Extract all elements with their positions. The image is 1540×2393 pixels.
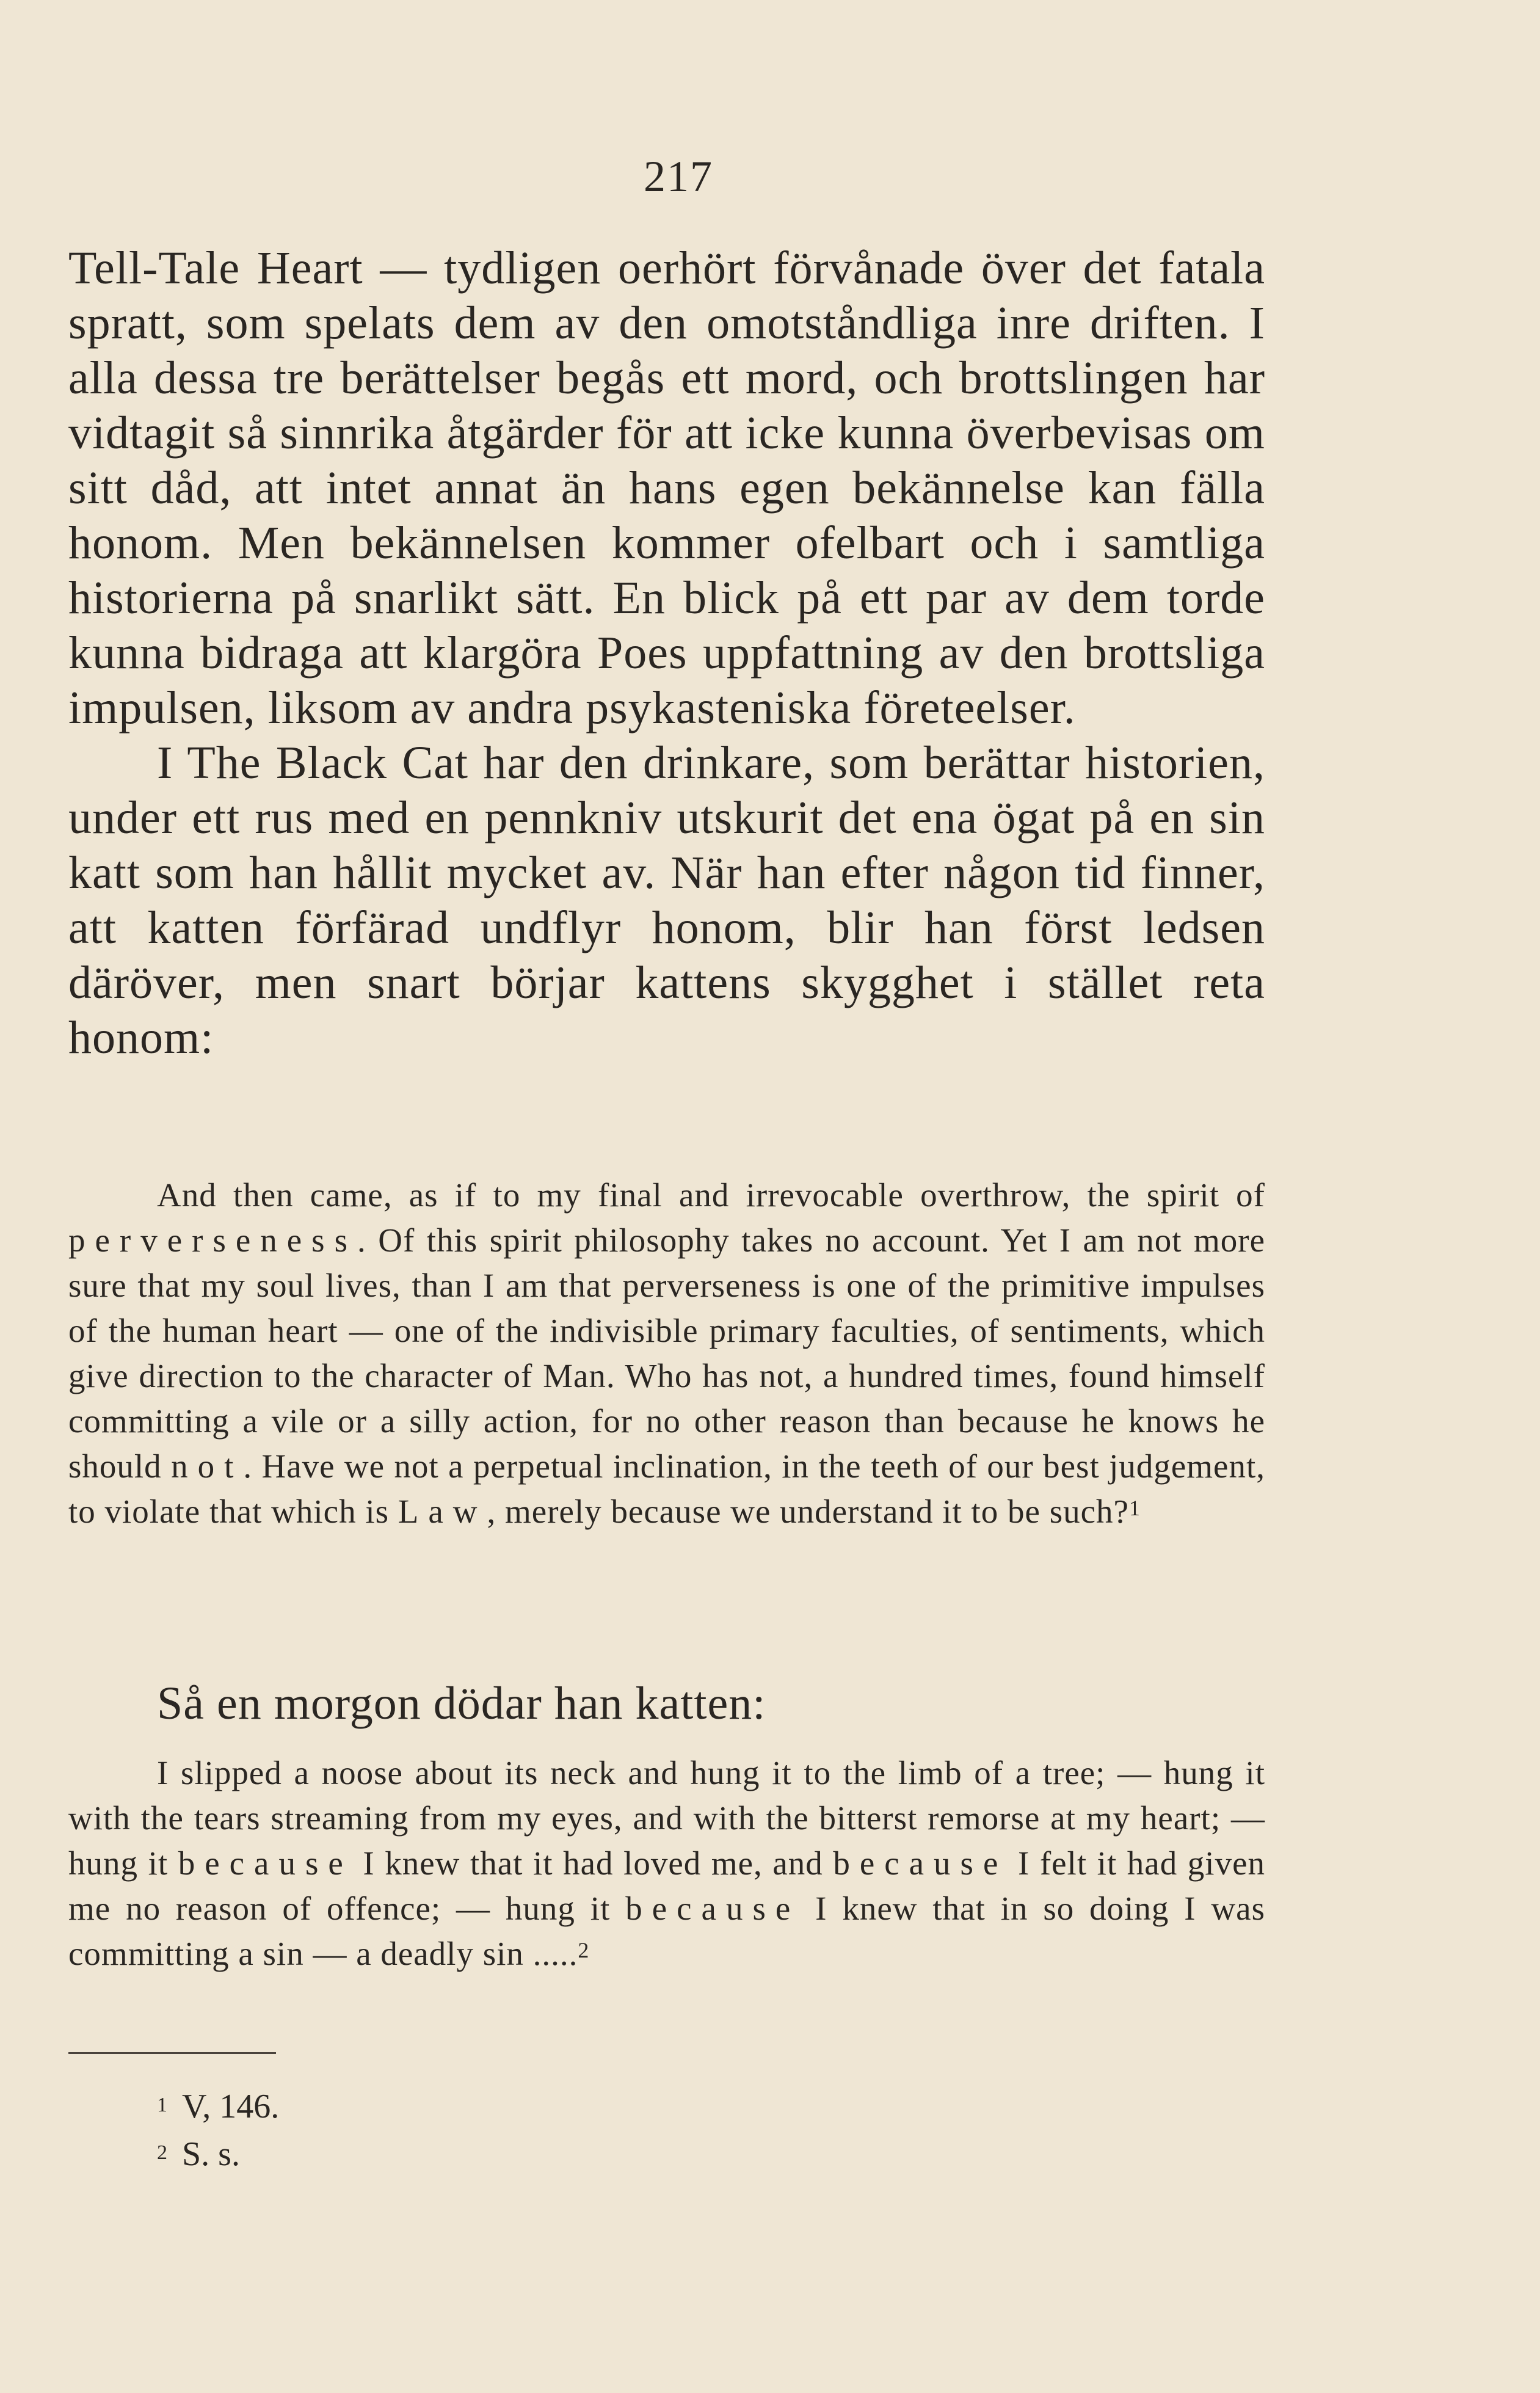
quote-paragraph [68,1750,1265,1976]
block-quote [68,1173,1265,1534]
footnote-divider [68,2052,276,2054]
footnote-reference: 2 [578,1938,590,1962]
quote-text: . Of this spirit philosophy takes no account. Yet I am not more sure that my soul lives, than I am that perverseness is one of the primitive impulses of the human heart — one of the indivisible primary faculties, of sentiments, which give direction to the character of Man. Who has not, a hundred times, found himself committing a vile or a silly action, for no other reason than because he knows he should [68,1222,1265,1485]
paragraph: I The Black Cat har den drinkare, som berättar historien, under ett rus med en pennkniv utskurit det ena ögat på en sin katt som han hållit mycket av. När han efter någon tid finner, att katten förfärad undflyr honom, blir han först ledsen däröver, men snart börjar kattens skygghet i stället reta honom: [68,737,1265,1063]
footnote-mark: 1 [157,2094,167,2116]
quote-text: I felt it had given me no reason of offence; — hung it [68,1845,1265,1927]
footnotes [157,2083,279,2178]
footnote-text: S. s. [182,2135,240,2173]
quote-paragraph [68,1173,1265,1534]
footnote-reference: 1 [1128,1496,1141,1520]
emphasized-word: because [833,1845,1008,1882]
quote-text: I knew that it had loved me, and [352,1845,834,1882]
quote-text: I knew that in so doing I was committing a sin — a deadly sin ..... [68,1890,1265,1972]
footnote-mark: 2 [157,2141,167,2164]
quote-text: And then came, as if to my final and irrevocable overthrow, the spirit of [157,1176,1265,1214]
transition-sentence: Så en morgon dödar han katten: [157,1678,766,1729]
footnote-text: V, 146. [182,2088,280,2125]
emphasized-word: because [625,1890,801,1927]
quote-text: I slipped a noose about its neck and hung it to the limb of a tree; — hung it with the tears streaming from my eyes, and with the bitterst remorse at my heart; — hung it [68,1754,1265,1882]
footnote [157,2130,279,2178]
quote-text: . Have we not a perpetual inclination, in the teeth of our best judgement, to violate that which is [68,1448,1265,1530]
page-number: 217 [644,152,713,201]
paragraph: Tell-Tale Heart — tydligen oerhört förvånade över det fatala spratt, som spelats dem av den omotståndliga inre driften. I alla dessa tre berättelser begås ett mord, och brottslingen har vidtagit så sinnrika åtgärder för att icke kunna överbevisas om sitt dåd, att intet annat än hans egen bekännelse kan fälla honom. Men bekännelsen kommer ofelbart och i samtliga historierna på snarlikt sätt. En blick på ett par av dem torde kunna bidraga att klargöra Poes uppfattning av den brottsliga impulsen, liksom av andra psykasteniska företeelser. [68,242,1265,734]
emphasized-word: Law [398,1493,487,1530]
body-text [68,241,1265,1065]
block-quote [68,1750,1265,1976]
footnote [157,2083,279,2130]
quote-text: , merely because we understand it to be such? [487,1493,1129,1530]
emphasized-word: not [171,1448,244,1485]
emphasized-word: because [178,1845,353,1882]
emphasized-word: perverseness [68,1222,357,1259]
